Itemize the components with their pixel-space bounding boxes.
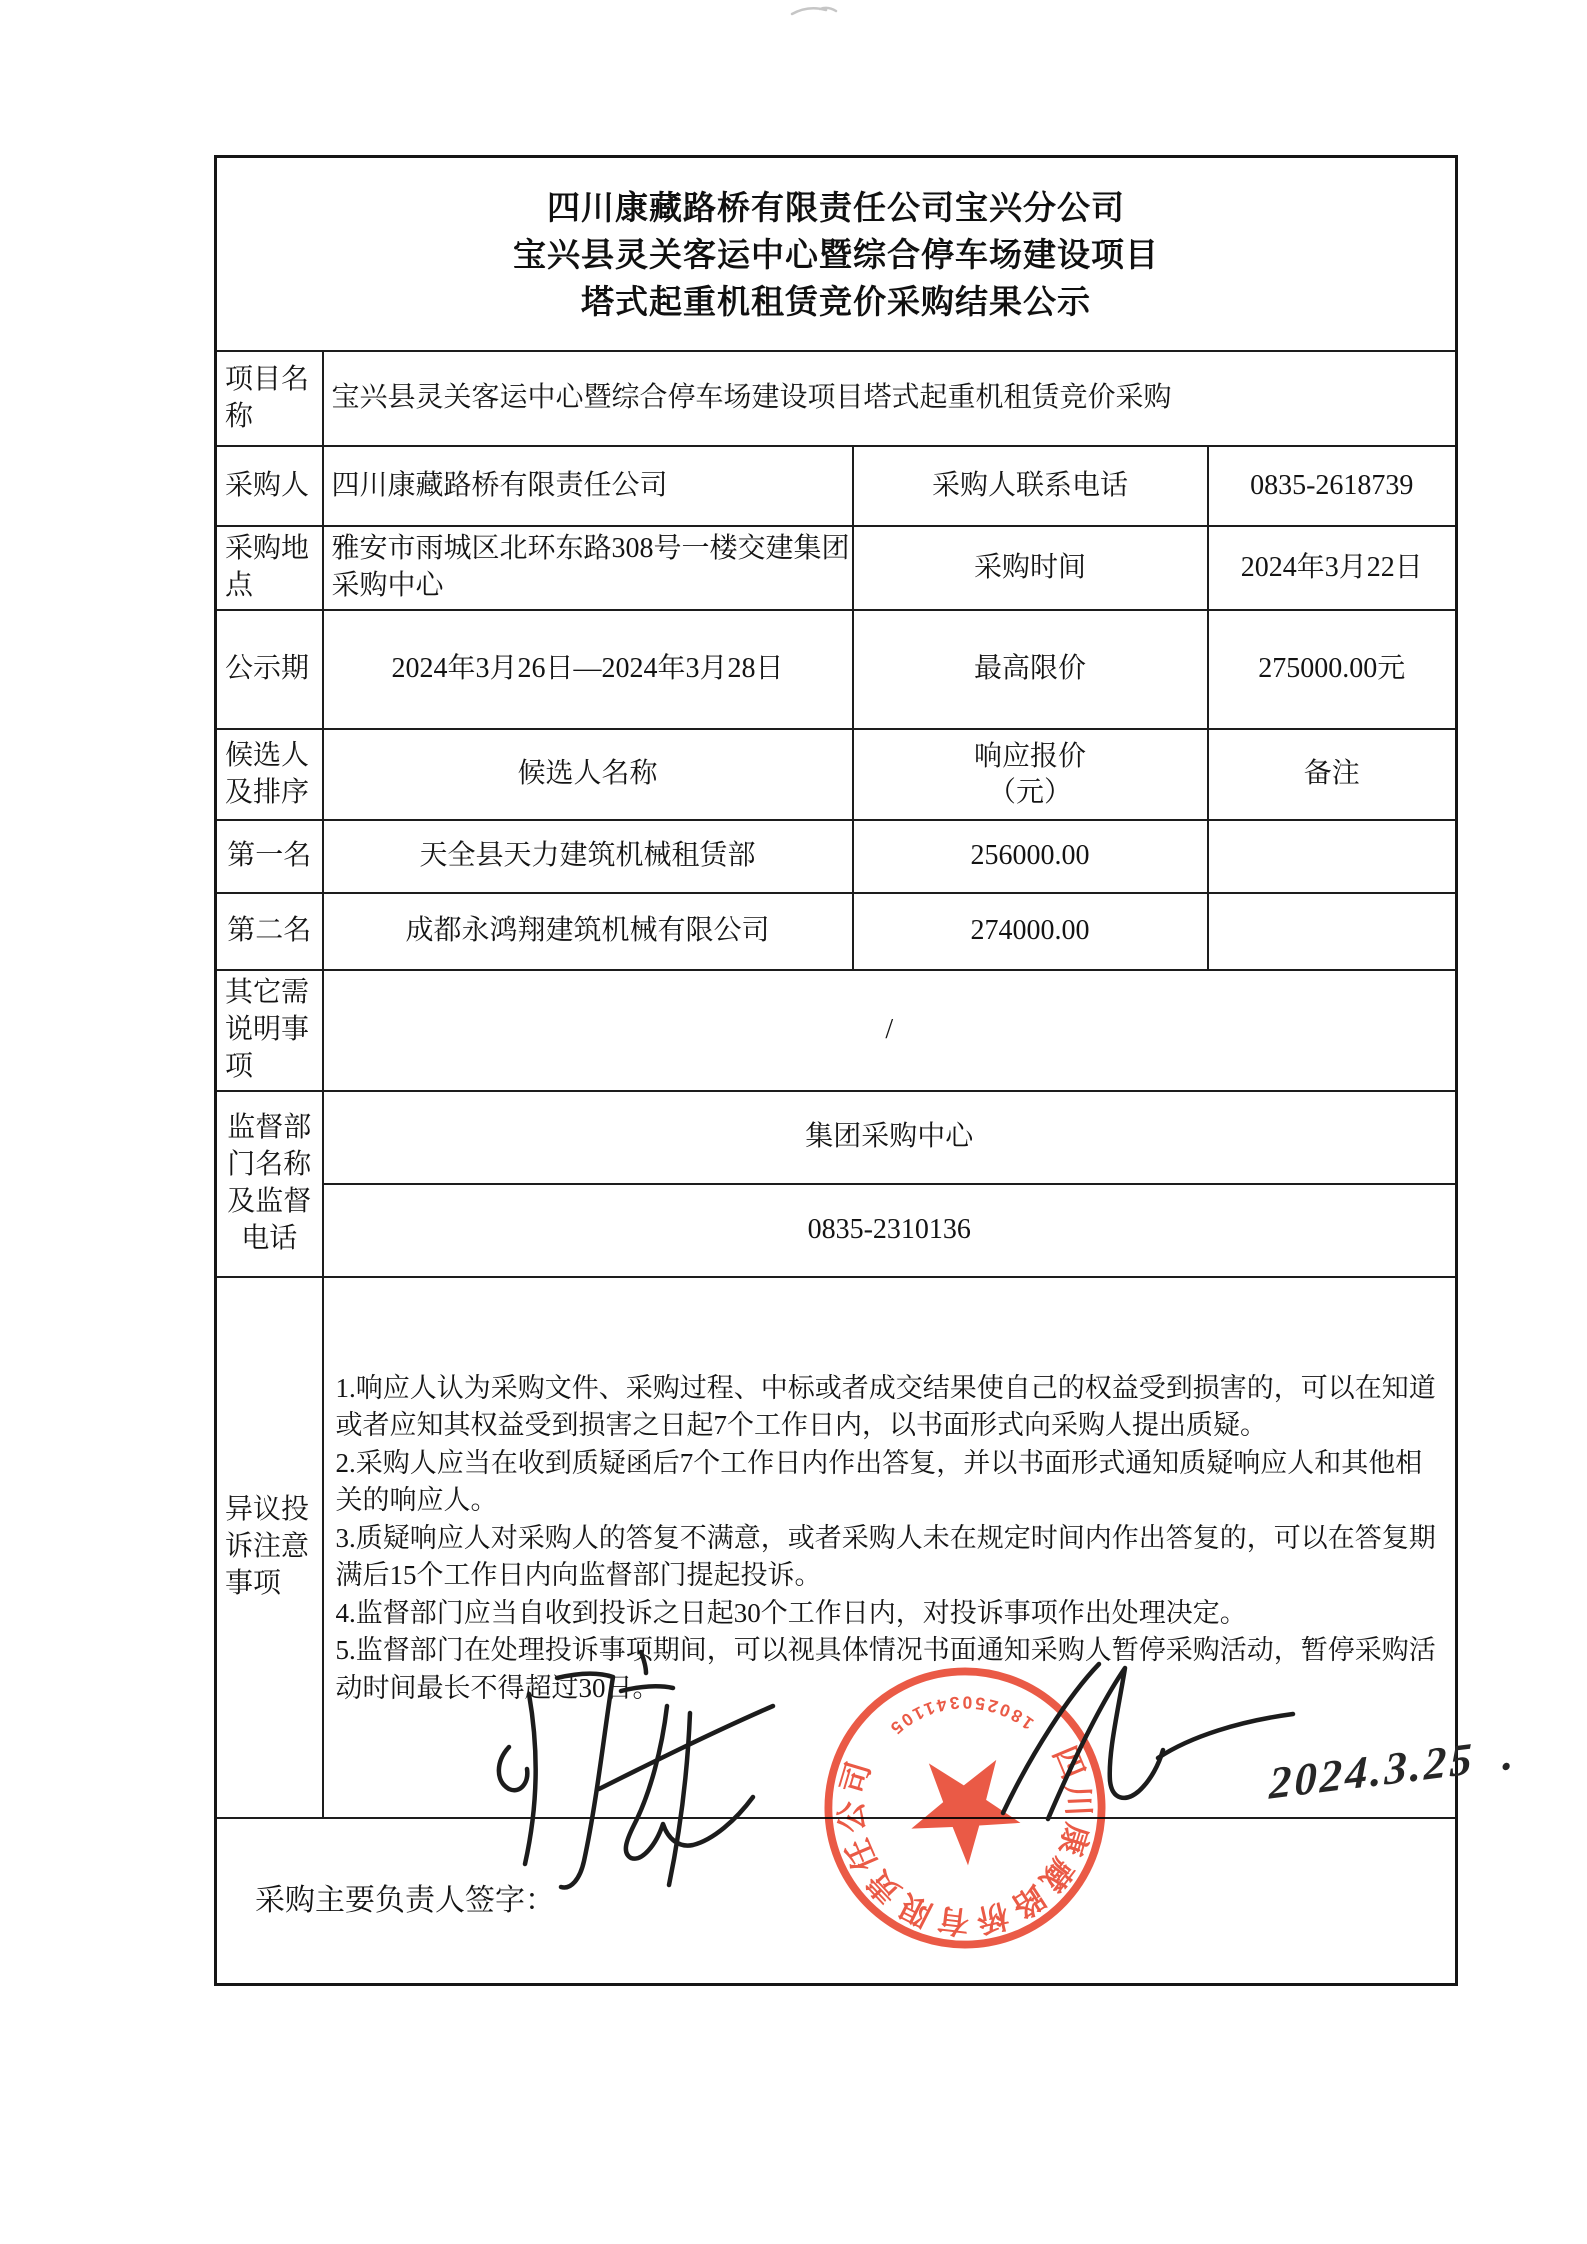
objection-item-3: 3.质疑响应人对采购人的答复不满意，或者采购人未在规定时间内作出答复的，可以在答复期满后15个工作日内向监督部门提起投诉。 [335, 1522, 1436, 1591]
rank-2: 第二名 [216, 893, 323, 970]
rank-1: 第一名 [216, 820, 323, 893]
purchaser-contact-label: 采购人联系电话 [853, 446, 1208, 526]
candidates-header-row [216, 729, 1457, 820]
candidate-row-2 [216, 893, 1457, 970]
publicity-label: 公示期 [216, 610, 323, 729]
publicity-value: 2024年3月26日—2024年3月28日 [323, 610, 853, 729]
remark-header: 备注 [1208, 729, 1457, 820]
objection-item-4: 4.监督部门应当自收到投诉之日起30个工作日内，对投诉事项作出处理决定。 [335, 1597, 1247, 1628]
purchaser-value: 四川康藏路桥有限责任公司 [323, 446, 853, 526]
other-notes-row [216, 970, 1457, 1091]
svg-text:180250341105 [882, 1689, 1038, 1742]
bid-header-line1: 响应报价 [973, 740, 1086, 772]
objection-item-5: 5.监督部门在处理投诉事项期间，可以视具体情况书面通知采购人暂停采购活动，暂停采购活动时间最长不得超过30日。 [335, 1635, 1436, 1703]
seal-company-text: 四川康藏路桥有限责任公司 [833, 1741, 1097, 1940]
document-title [216, 157, 1457, 352]
candidates-label: 候选人及排序 [216, 729, 323, 820]
handwritten-date-period: . [1502, 1728, 1515, 1781]
max-price-label: 最高限价 [853, 610, 1208, 729]
sign-label: 采购主要负责人签字： [216, 1818, 1457, 1985]
other-notes-value: / [323, 970, 1457, 1091]
title-line-2: 宝兴县灵关客运中心暨综合停车场建设项目 [513, 235, 1159, 273]
bid-header-line2: （元） [987, 776, 1072, 808]
company-seal [791, 1634, 1139, 1982]
supervision-row-1 [216, 1091, 1457, 1184]
purchaser-label: 采购人 [216, 446, 323, 526]
candidate-remark-2 [1208, 893, 1457, 970]
title-row [216, 157, 1457, 352]
supervision-row-2 [216, 1184, 1457, 1277]
objection-item-2: 2.采购人应当在收到质疑函后7个工作日内作出答复，并以书面形式通知质疑响应人和其他相关的响应人。 [335, 1447, 1423, 1516]
seal-star [908, 1759, 1023, 1868]
purchaser-row [216, 446, 1457, 526]
candidate-remark-1 [1208, 820, 1457, 893]
other-notes-label: 其它需说明事项 [216, 970, 323, 1091]
title-line-3: 塔式起重机租赁竞价采购结果公示 [581, 282, 1091, 320]
handwritten-date-value: 2024.3.25 [1268, 1733, 1476, 1809]
location-label: 采购地点 [216, 526, 323, 610]
objection-label: 异议投诉注意事项 [216, 1277, 323, 1818]
seal-number-text: 180250341105 [883, 1692, 1038, 1741]
candidate-row-1 [216, 820, 1457, 893]
project-name-value: 宝兴县灵关客运中心暨综合停车场建设项目塔式起重机租赁竞价采购 [323, 351, 1457, 446]
supervision-phone: 0835-2310136 [323, 1184, 1457, 1277]
supervision-department: 集团采购中心 [323, 1091, 1457, 1184]
location-row [216, 526, 1457, 610]
candidate-bid-1: 256000.00 [853, 820, 1208, 893]
candidate-name-header: 候选人名称 [323, 729, 853, 820]
candidate-name-2: 成都永鸿翔建筑机械有限公司 [323, 893, 853, 970]
purchase-time-value: 2024年3月22日 [1208, 526, 1457, 610]
publicity-row [216, 610, 1457, 729]
project-name-row [216, 351, 1457, 446]
location-value: 雅安市雨城区北环东路308号一楼交建集团采购中心 [323, 526, 853, 610]
candidate-name-1: 天全县天力建筑机械租赁部 [323, 820, 853, 893]
bid-header [853, 729, 1208, 820]
candidate-bid-2: 274000.00 [853, 893, 1208, 970]
title-line-1: 四川康藏路桥有限责任公司宝兴分公司 [547, 188, 1125, 226]
max-price-value: 275000.00元 [1208, 610, 1457, 729]
purchase-time-label: 采购时间 [853, 526, 1208, 610]
purchaser-contact-value: 0835-2618739 [1208, 446, 1457, 526]
project-name-label: 项目名称 [216, 351, 323, 446]
objection-item-1: 1.响应人认为采购文件、采购过程、中标或者成交结果使自己的权益受到损害的，可以在知道或者应知其权益受到损害之日起7个工作日内，以书面形式向采购人提出质疑。 [335, 1372, 1436, 1441]
supervision-label: 监督部门名称及监督电话 [216, 1091, 323, 1277]
